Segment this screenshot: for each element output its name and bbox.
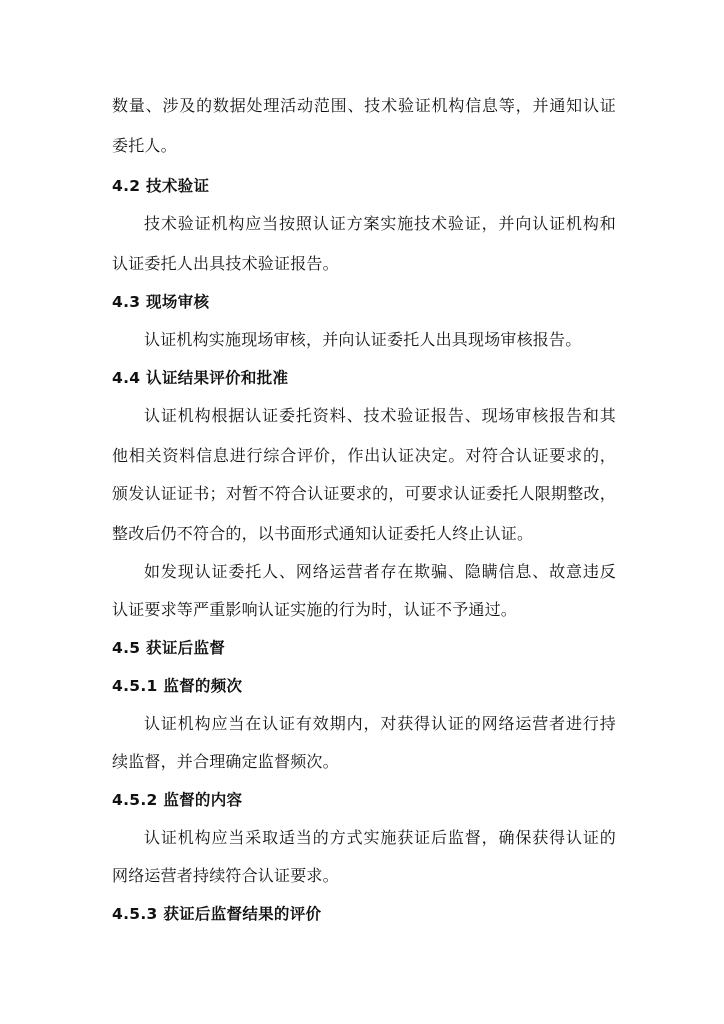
paragraph-line: 整改后仍不符合的，以书面形式通知认证委托人终止认证。 (112, 524, 534, 543)
section-heading-4-5: 4.5 获证后监督 (112, 639, 226, 657)
intro-line-1: 数量、涉及的数据处理活动范围、技术验证机构信息等，并通知认证 (112, 96, 616, 115)
intro-line-2: 委托人。 (112, 136, 177, 155)
paragraph-line: 认证机构应当在认证有效期内，对获得认证的网络运营者进行持 (144, 714, 616, 733)
section-heading-4-5-3: 4.5.3 获证后监督结果的评价 (112, 905, 322, 923)
section-heading-4-5-1: 4.5.1 监督的频次 (112, 677, 243, 695)
paragraph-line: 认证机构根据认证委托资料、技术验证报告、现场审核报告和其 (144, 406, 616, 425)
section-heading-4-5-2: 4.5.2 监督的内容 (112, 791, 243, 809)
section-heading-4-2: 4.2 技术验证 (112, 177, 210, 195)
paragraph-line: 认证要求等严重影响认证实施的行为时，认证不予通过。 (112, 600, 518, 619)
paragraph-line: 认证委托人出具技术验证报告。 (112, 254, 339, 273)
paragraph-line: 他相关资料信息进行综合评价，作出认证决定。对符合认证要求的， (112, 446, 616, 465)
section-heading-4-3: 4.3 现场审核 (112, 293, 210, 311)
paragraph-line: 如发现认证委托人、网络运营者存在欺骗、隐瞒信息、故意违反 (144, 562, 616, 581)
paragraph-line: 技术验证机构应当按照认证方案实施技术验证，并向认证机构和 (144, 214, 616, 233)
paragraph-line: 颁发认证证书；对暂不符合认证要求的，可要求认证委托人限期整改， (112, 484, 616, 503)
paragraph-line: 续监督，并合理确定监督频次。 (112, 752, 339, 771)
paragraph-line: 认证机构应当采取适当的方式实施获证后监督，确保获得认证的 (144, 828, 616, 847)
section-heading-4-4: 4.4 认证结果评价和批准 (112, 369, 289, 387)
paragraph-line: 认证机构实施现场审核，并向认证委托人出具现场审核报告。 (144, 330, 582, 349)
paragraph-line: 网络运营者持续符合认证要求。 (112, 866, 339, 885)
